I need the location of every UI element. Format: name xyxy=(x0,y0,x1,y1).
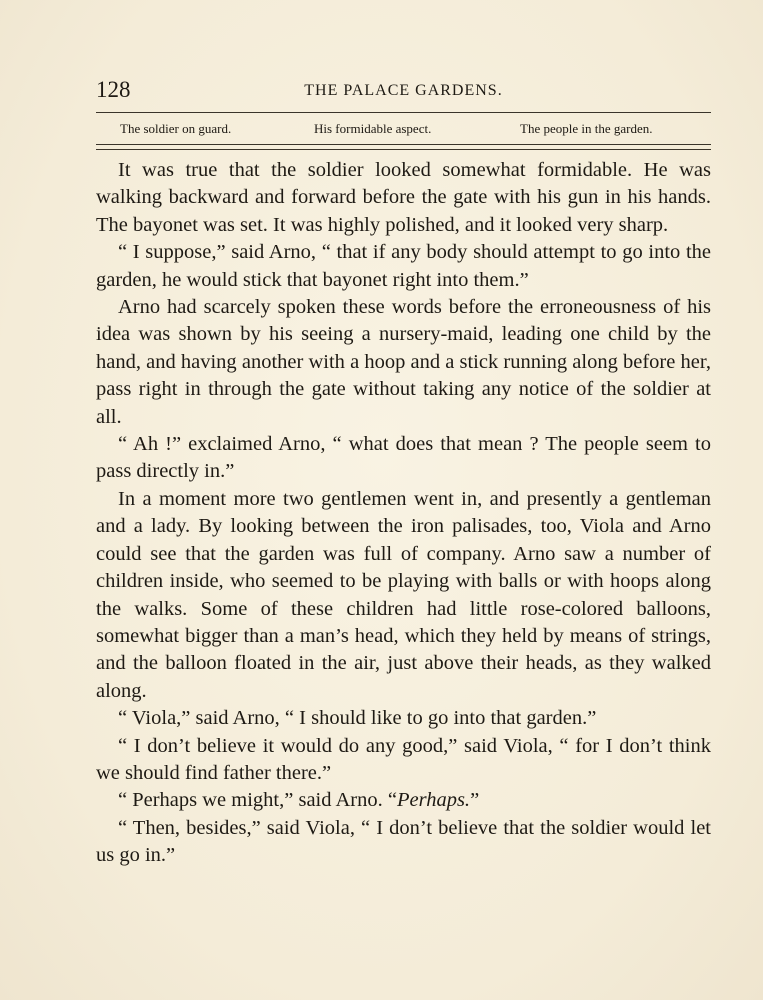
paragraph-text: “ Perhaps we might,” said Arno. “ xyxy=(118,789,397,812)
paragraph: “ Ah !” exclaimed Arno, “ what does that mean ? The people seem to pass directly in.” xyxy=(96,433,711,483)
topic-headings xyxy=(96,119,711,139)
topic-heading: His formidable aspect. xyxy=(314,121,432,136)
paragraph: “ I don’t believe it would do any good,” said Viola, “ for I don’t think we should find father there.” xyxy=(96,734,711,784)
paragraph: “ I suppose,” said Arno, “ that if any body should attempt to go into the garden, he would stick that bayonet right into them.” xyxy=(96,241,711,291)
paragraph: In a moment more two gentlemen went in, and presently a gentleman and a lady. By looking between the iron palisades, too, Viola and Arno could see that the garden was full of company. Arno saw a number of children inside, who seemed to be playing with balls or with hoops along the walks. Some of these children had little rose-colored balloons, somewhat bigger than a man’s head, which they held by means of strings, and the balloon floated in the air, just above their heads, as they walked along. xyxy=(96,487,711,702)
paragraph: Arno had scarcely spoken these words before the erroneousness of his idea was shown by his seeing a nursery-maid, leading one child by the hand, and having another with a hoop and a stick running along before her, pass right in through the gate without taking any notice of the soldier at all. xyxy=(96,296,711,428)
italic-text: Perhaps. xyxy=(396,789,471,812)
body-text xyxy=(96,157,711,870)
paragraph-text: ” xyxy=(470,789,480,812)
header-rule-bottom xyxy=(96,149,711,150)
topic-heading: The soldier on guard. xyxy=(120,121,232,136)
header-rule-top xyxy=(96,112,711,113)
paragraph xyxy=(96,787,711,814)
topic-heading: The people in the garden. xyxy=(520,121,653,136)
paragraph: “ Viola,” said Arno, “ I should like to go into that garden.” xyxy=(118,707,597,730)
running-title: THE PALACE GARDENS. xyxy=(304,82,503,99)
paragraph: “ Then, besides,” said Viola, “ I don’t believe that the soldier would let us go in.” xyxy=(96,816,711,867)
header-rule-middle xyxy=(96,144,711,145)
paragraph: It was true that the soldier looked somewhat formidable. He was walking backward and forward before the gate with his gun in his hands. The bayonet was set. It was highly polished, and it looked very sharp. xyxy=(96,159,711,236)
page-header xyxy=(96,76,711,106)
page-number: 128 xyxy=(96,77,131,102)
